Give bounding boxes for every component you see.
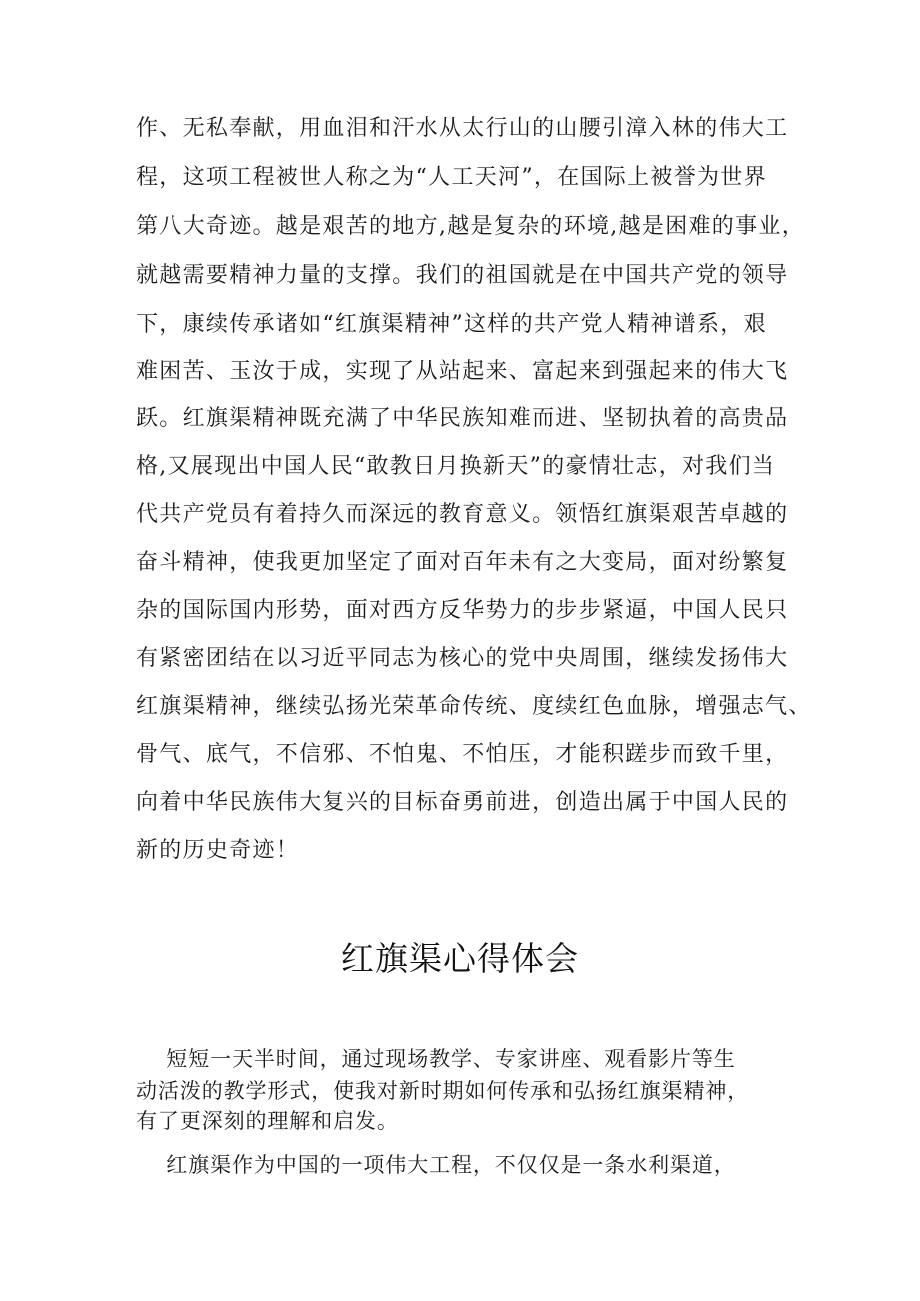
text-line: 就越需要精神力量的支撑。我们的祖国就是在中国共产党的领导: [136, 263, 789, 288]
text-line: 难困苦、玉汝于成，实现了从站起来、富起来到强起来的伟大飞: [136, 359, 789, 384]
text-line: 跃。红旗渠精神既充满了中华民族知难而进、坚韧执着的高贵品: [136, 406, 789, 431]
text-line: 有紧密团结在以习近平同志为核心的党中央周围，继续发扬伟大: [136, 646, 789, 671]
text-line: 动活泼的教学形式，使我对新时期如何传承和弘扬红旗渠精神，: [136, 1079, 750, 1103]
text-line: 代共产党员有着持久而深远的教育意义。领悟红旗渠艰苦卓越的: [136, 502, 789, 527]
text-line: 新的历史奇迹！: [136, 838, 300, 863]
text-line: 奋斗精神，使我更加坚定了面对百年未有之大变局，面对纷繁复: [136, 550, 789, 575]
text-line: 有了更深刻的理解和启发。: [136, 1109, 399, 1133]
text-line: 杂的国际国内形势，面对西方反华势力的步步紧逼，中国人民只: [136, 598, 789, 623]
text-line: 向着中华民族伟大复兴的目标奋勇前进，创造出属于中国人民的: [136, 790, 789, 815]
text-line: 作、无私奉献，用血泪和汗水从太行山的山腰引漳入林的伟大工: [136, 116, 789, 141]
document-title: 红旗渠心得体会: [341, 939, 579, 978]
text-line: 短短一天半时间，通过现场教学、专家讲座、观看影片等生: [136, 1047, 736, 1071]
text-line: 红旗渠作为中国的一项伟大工程，不仅仅是一条水利渠道，: [136, 1153, 736, 1177]
text-line: 第八大奇迹。越是艰苦的地方,越是复杂的环境,越是困难的事业，: [136, 214, 805, 239]
text-line: 红旗渠精神，继续弘扬光荣革命传统、度续红色血脉，增强志气、: [136, 694, 812, 719]
text-line: 骨气、底气，不信邪、不怕鬼、不怕压，才能积蹉步而致千里，: [136, 742, 789, 767]
text-line: 程，这项工程被世人称之为“人工天河”，在国际上被誉为世界: [136, 165, 767, 190]
text-line: 格,又展现出中国人民“敢教日月换新天”的豪情壮志，对我们当: [136, 454, 776, 479]
text-line: 下，康续传承诸如“红旗渠精神”这样的共产党人精神谱系，艰: [136, 312, 767, 337]
